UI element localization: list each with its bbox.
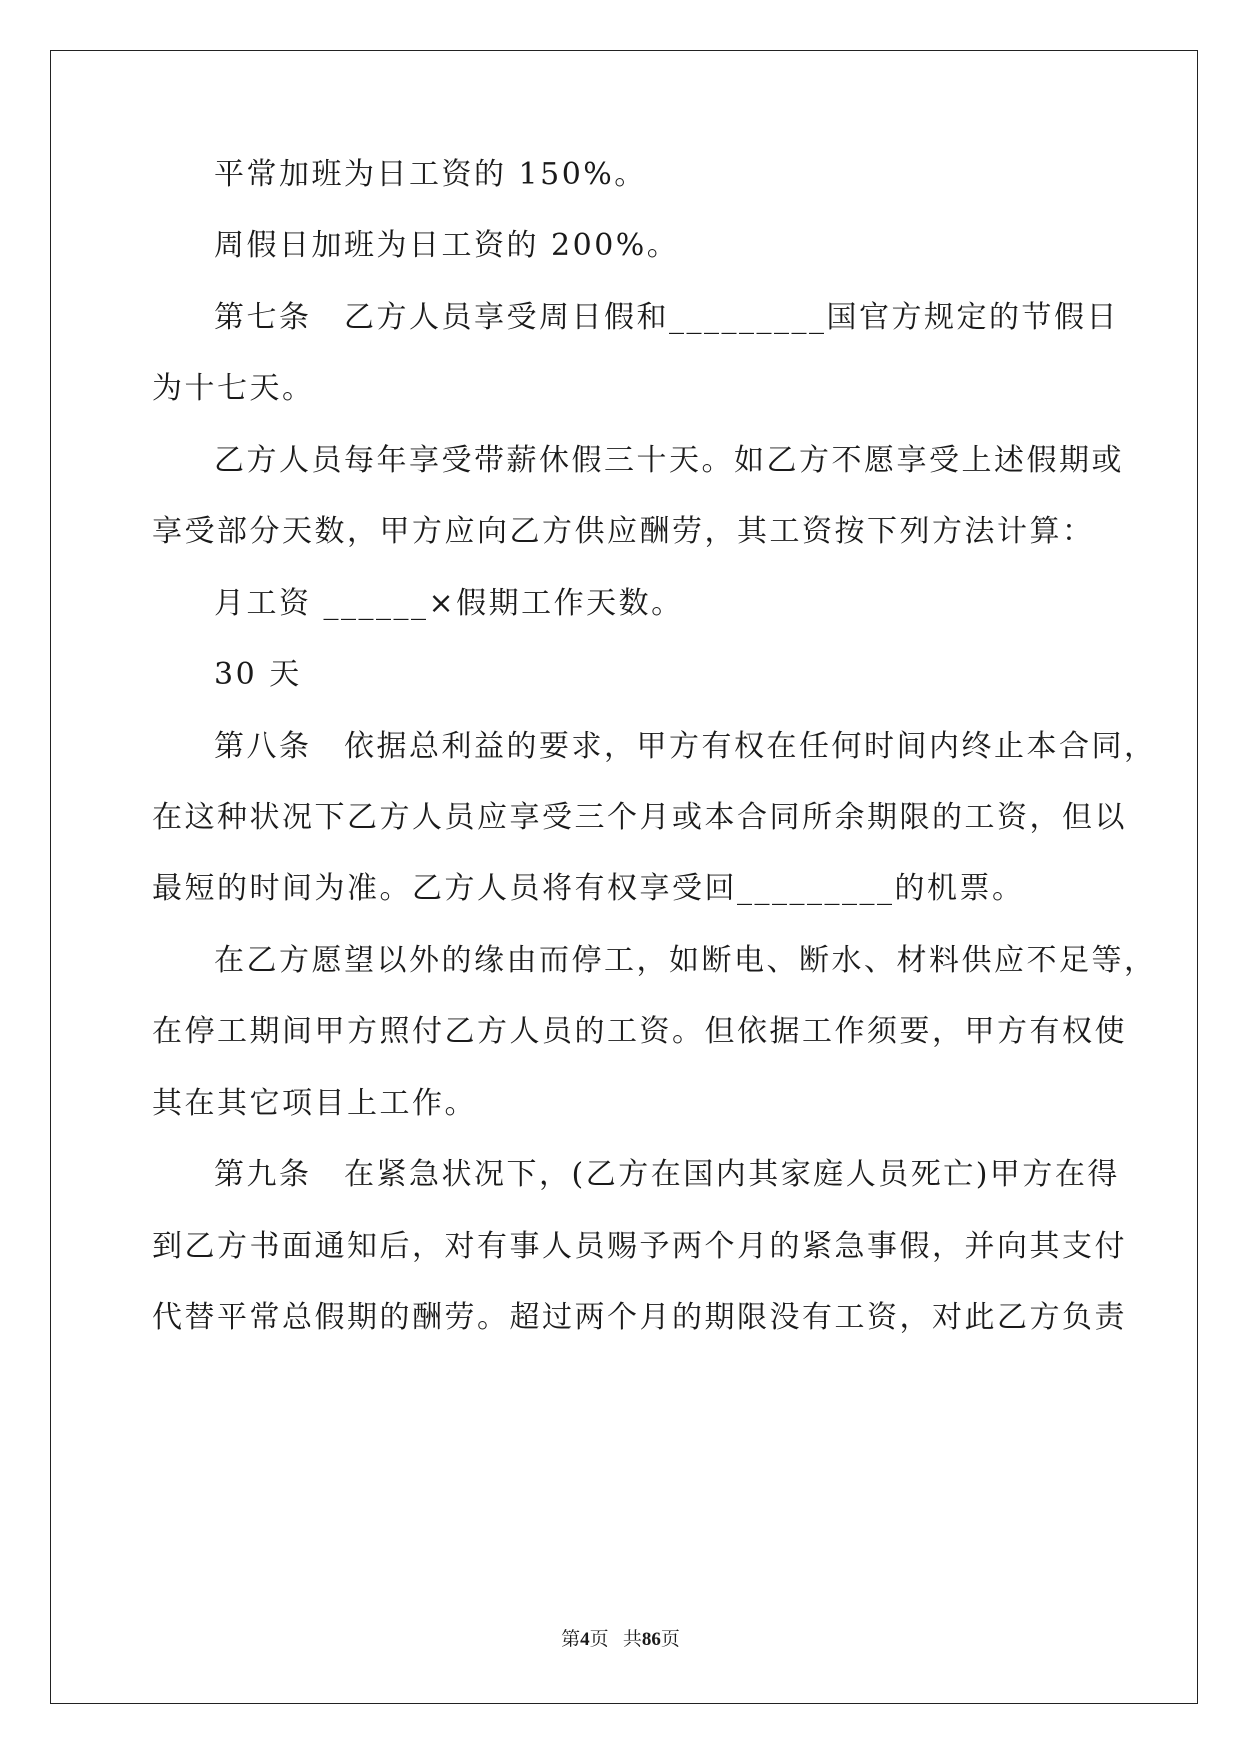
paragraph-line: 平常加班为日工资的 150%。 [214,157,647,192]
footer-page-word: 页 [589,1629,609,1650]
current-page-number: 4 [580,1629,590,1650]
paragraph-line: 其在其它项目上工作。 [152,1086,477,1121]
paragraph-line: 享受部分天数，甲方应向乙方供应酬劳，其工资按下列方法计算： [152,514,1095,549]
paragraph-line: 最短的时间为准。乙方人员将有权享受回_________的机票。 [152,871,1025,906]
paragraph-line: 第七条 乙方人员享受周日假和_________国官方规定的节假日 [214,300,1119,335]
footer-total-prefix: 共 [622,1629,642,1650]
paragraph-line: 代替平常总假期的酬劳。超过两个月的期限没有工资，对此乙方负责 [152,1300,1127,1335]
paragraph-line: 30 天 [214,657,302,692]
total-page-count: 86 [641,1629,661,1650]
paragraph-line: 乙方人员每年享受带薪休假三十天。如乙方不愿享受上述假期或 [214,443,1124,478]
page-footer [0,1624,1241,1651]
footer-prefix: 第 [561,1629,581,1650]
paragraph-line: 到乙方书面通知后，对有事人员赐予两个月的紧急事假，并向其支付 [152,1229,1127,1264]
paragraph-line: 周假日加班为日工资的 200%。 [214,228,680,263]
paragraph-line: 第九条 在紧急状况下，(乙方在国内其家庭人员死亡)甲方在得 [214,1157,1120,1192]
paragraph-line: 第八条 依据总利益的要求，甲方有权在任何时间内终止本合同， [214,729,1157,764]
footer-total-suffix: 页 [660,1629,680,1650]
paragraph-line: 在这种状况下乙方人员应享受三个月或本合同所余期限的工资，但以 [152,800,1127,835]
paragraph-line: 月工资 ______×假期工作天数。 [214,586,684,621]
paragraph-line: 为十七天。 [152,371,315,406]
paragraph-line: 在停工期间甲方照付乙方人员的工资。但依据工作须要，甲方有权使 [152,1014,1127,1049]
paragraph-line: 在乙方愿望以外的缘由而停工，如断电、断水、材料供应不足等， [214,943,1157,978]
